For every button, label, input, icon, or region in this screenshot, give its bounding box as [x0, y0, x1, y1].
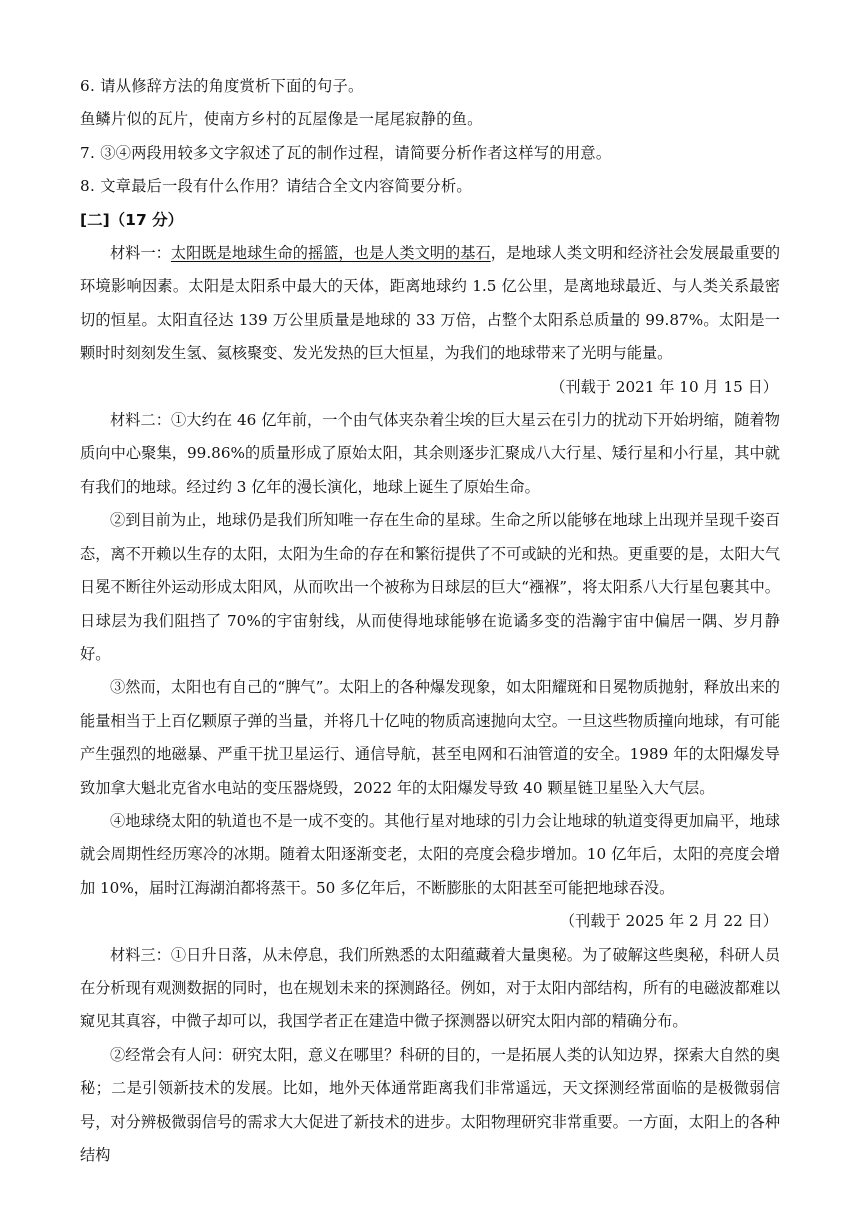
material-1-paragraph	[80, 237, 780, 371]
material-1-underlined-sentence: 太阳既是地球生命的摇篮，也是人类文明的基石	[170, 244, 491, 263]
material-2-paragraph-4: ④地球绕太阳的轨道也不是一成不变的。其他行星对地球的引力会让地球的轨道变得更加扁平，地球就会周期性经历寒冷的冰期。随着太阳逐渐变老，太阳的亮度会稳步增加。10 亿年后，太阳的亮度会增加 10%，届时江海湖泊都将蒸干。50 多亿年后，不断膨胀的太阳甚至可能把地球吞没。	[80, 811, 780, 897]
material-1-source: （刊载于 2021 年 10 月 15 日）	[550, 377, 778, 396]
material-3-paragraph-2: ②经常会有人问：研究太阳，意义在哪里？科研的目的，一是拓展人类的认知边界，探索大自然的奥秘；二是引领新技术的发展。比如，地外天体通常距离我们非常遥远，天文探测经常面临的是极微弱信号，对分辨极微弱信号的需求大大促进了新技术的进步。太阳物理研究非常重要。一方面，太阳上的各种结构	[80, 1045, 780, 1164]
material-2-paragraph-1: 材料二：①大约在 46 亿年前，一个由气体夹杂着尘埃的巨大星云在引力的扰动下开始坍缩，随着物质向中心聚集，99.86%的质量形成了原始太阳，其余则逐步汇聚成八大行星、矮行星和小行星，其中就有我们的地球。经过约 3 亿年的漫长演化，地球上诞生了原始生命。	[80, 411, 780, 496]
question-7: 7. ③④两段用较多文字叙述了瓦的制作过程，请简要分析作者这样写的用意。	[80, 143, 612, 162]
material-2-paragraph-3: ③然而，太阳也有自己的“脾气”。太阳上的各种爆发现象，如太阳耀斑和日冕物质抛射，释放出来的能量相当于上百亿颗原子弹的当量，并将几十亿吨的物质高速抛向太空。一旦这些物质撞向地球，有可能产生强烈的地磁暴、严重干扰卫星运行、通信导航，甚至电网和石油管道的安全。1989 年的太阳爆发导致加拿大魁北克省水电站的变压器烧毁，2022 年的太阳爆发导致 40 颗星链卫星坠入大气层。	[80, 678, 780, 797]
exam-page	[80, 70, 780, 1172]
material-1-label: 材料一：	[110, 244, 171, 263]
material-1-text: ，是地球人类文明和经济社会发展最重要的环境影响因素。太阳是太阳系中最大的天体，距离地球约 1.5 亿公里，是离地球最近、与人类关系最密切的恒星。太阳直径达 139 万公里质量是地球的 33 万倍，占整个太阳系总质量的 99.87%。太阳是一颗时时刻刻发生氢、氦核聚变、发光发热的巨大恒星，为我们的地球带来了光明与能量。	[80, 244, 781, 363]
question-8: 8. 文章最后一段有什么作用？请结合全文内容简要分析。	[80, 177, 472, 196]
section-heading: [二]（17 分）	[80, 210, 184, 229]
question-6-sentence: 鱼鳞片似的瓦片，使南方乡村的瓦屋像是一尾尾寂静的鱼。	[80, 110, 483, 129]
material-2-source: （刊载于 2025 年 2 月 22 日）	[559, 912, 778, 931]
material-3-paragraph-1: 材料三：①日升日落，从未停息，我们所熟悉的太阳蕴藏着大量奥秘。为了破解这些奥秘，科研人员在分析现有观测数据的同时，也在规划未来的探测路径。例如，对于太阳内部结构，所有的电磁波都难以窥见其真容，中微子却可以，我国学者正在建造中微子探测器以研究太阳内部的精确分布。	[80, 945, 780, 1031]
material-2-paragraph-2: ②到目前为止，地球仍是我们所知唯一存在生命的星球。生命之所以能够在地球上出现并呈现千姿百态，离不开赖以生存的太阳，太阳为生命的存在和繁衍提供了不可或缺的光和热。更重要的是，太阳大气日冕不断往外运动形成太阳风，从而吹出一个被称为日球层的巨大“襁褓”，将太阳系八大行星包裹其中。日球层为我们阻挡了 70%的宇宙射线，从而使得地球能够在诡谲多变的浩瀚宇宙中偏居一隅、岁月静好。	[80, 511, 780, 663]
question-6: 6. 请从修辞方法的角度赏析下面的句子。	[80, 77, 364, 95]
